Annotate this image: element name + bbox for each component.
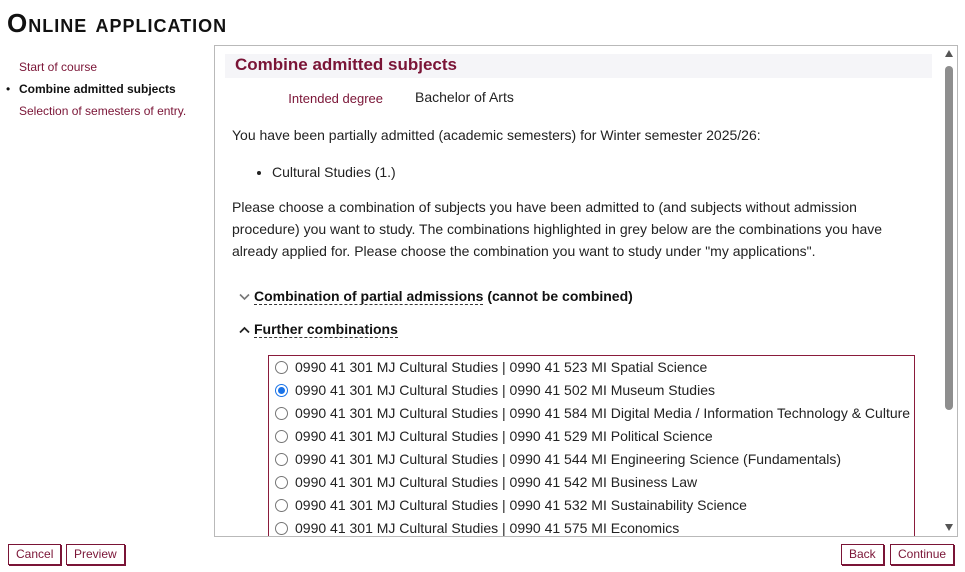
preview-button[interactable]: Preview bbox=[66, 544, 125, 565]
chevron-up-icon bbox=[237, 319, 251, 339]
further-combinations-title[interactable]: Further combinations bbox=[254, 321, 398, 337]
continue-button[interactable]: Continue bbox=[890, 544, 954, 565]
vertical-scrollbar[interactable] bbox=[942, 46, 957, 536]
combination-label[interactable]: 0990 41 301 MJ Cultural Studies | 0990 41 584 MI Digital Media / Information Technology & Culture bbox=[295, 405, 911, 421]
combinations-radio-group bbox=[268, 355, 915, 536]
partial-admissions-toggle[interactable] bbox=[237, 286, 633, 306]
degree-row bbox=[215, 88, 615, 108]
further-combinations-toggle[interactable] bbox=[237, 319, 398, 339]
section-title: Combine admitted subjects bbox=[225, 54, 932, 78]
scroll-down-arrow-icon[interactable] bbox=[945, 524, 953, 531]
radio-button[interactable] bbox=[275, 522, 288, 535]
radio-button[interactable] bbox=[275, 453, 288, 466]
combination-option[interactable] bbox=[269, 402, 914, 425]
radio-button[interactable] bbox=[275, 499, 288, 512]
combination-option[interactable] bbox=[269, 425, 914, 448]
content-panel bbox=[214, 45, 958, 537]
radio-button-selected[interactable] bbox=[275, 384, 288, 397]
combination-option[interactable] bbox=[269, 356, 914, 379]
combination-option[interactable] bbox=[269, 379, 914, 402]
combination-label[interactable]: 0990 41 301 MJ Cultural Studies | 0990 41 502 MI Museum Studies bbox=[295, 382, 715, 398]
nav-item-selection-of-semesters[interactable]: Selection of semesters of entry. bbox=[19, 104, 187, 118]
combination-label[interactable]: 0990 41 301 MJ Cultural Studies | 0990 41 542 MI Business Law bbox=[295, 474, 698, 490]
combination-label[interactable]: 0990 41 301 MJ Cultural Studies | 0990 41 544 MI Engineering Science (Fundamentals) bbox=[295, 451, 842, 467]
page-title: Online application bbox=[7, 8, 228, 38]
combination-option[interactable] bbox=[269, 517, 914, 536]
partial-admissions-note: (cannot be combined) bbox=[487, 288, 633, 304]
scroll-thumb[interactable] bbox=[945, 66, 953, 410]
cancel-button[interactable]: Cancel bbox=[8, 544, 61, 565]
scroll-up-arrow-icon[interactable] bbox=[945, 50, 953, 57]
nav-item-start-of-course[interactable]: Start of course bbox=[19, 60, 98, 74]
admitted-subject-item: • Cultural Studies (1.) bbox=[272, 161, 396, 183]
degree-label: Intended degree bbox=[288, 91, 383, 106]
radio-button[interactable] bbox=[275, 407, 288, 420]
radio-button[interactable] bbox=[275, 361, 288, 374]
radio-button[interactable] bbox=[275, 430, 288, 443]
content-scroll-area bbox=[215, 46, 942, 536]
degree-value: Bachelor of Arts bbox=[415, 89, 514, 105]
admitted-subjects-list bbox=[232, 161, 396, 183]
combination-option[interactable] bbox=[269, 471, 914, 494]
combination-option[interactable] bbox=[269, 494, 914, 517]
combination-label[interactable]: 0990 41 301 MJ Cultural Studies | 0990 41 529 MI Political Science bbox=[295, 428, 713, 444]
combination-option[interactable] bbox=[269, 448, 914, 471]
radio-button[interactable] bbox=[275, 476, 288, 489]
back-button[interactable]: Back bbox=[841, 544, 884, 565]
admission-intro-text: You have been partially admitted (academic semesters) for Winter semester 2025/26: bbox=[232, 127, 761, 143]
combination-label[interactable]: 0990 41 301 MJ Cultural Studies | 0990 41 523 MI Spatial Science bbox=[295, 359, 708, 375]
chevron-down-icon bbox=[237, 286, 251, 306]
partial-admissions-title[interactable]: Combination of partial admissions bbox=[254, 288, 484, 304]
nav-item-combine-admitted-subjects[interactable]: • Combine admitted subjects bbox=[6, 78, 206, 100]
combination-label[interactable]: 0990 41 301 MJ Cultural Studies | 0990 41 532 MI Sustainability Science bbox=[295, 497, 747, 513]
instructions-text: Please choose a combination of subjects you have been admitted to (and subjects without admission procedure) you want to study. The combinations highlighted in grey below are the combinations you have already applied for. Please choose the combination you want to study under "my applications". bbox=[232, 199, 883, 259]
progress-nav bbox=[6, 56, 206, 122]
combination-label[interactable]: 0990 41 301 MJ Cultural Studies | 0990 41 575 MI Economics bbox=[295, 520, 680, 536]
